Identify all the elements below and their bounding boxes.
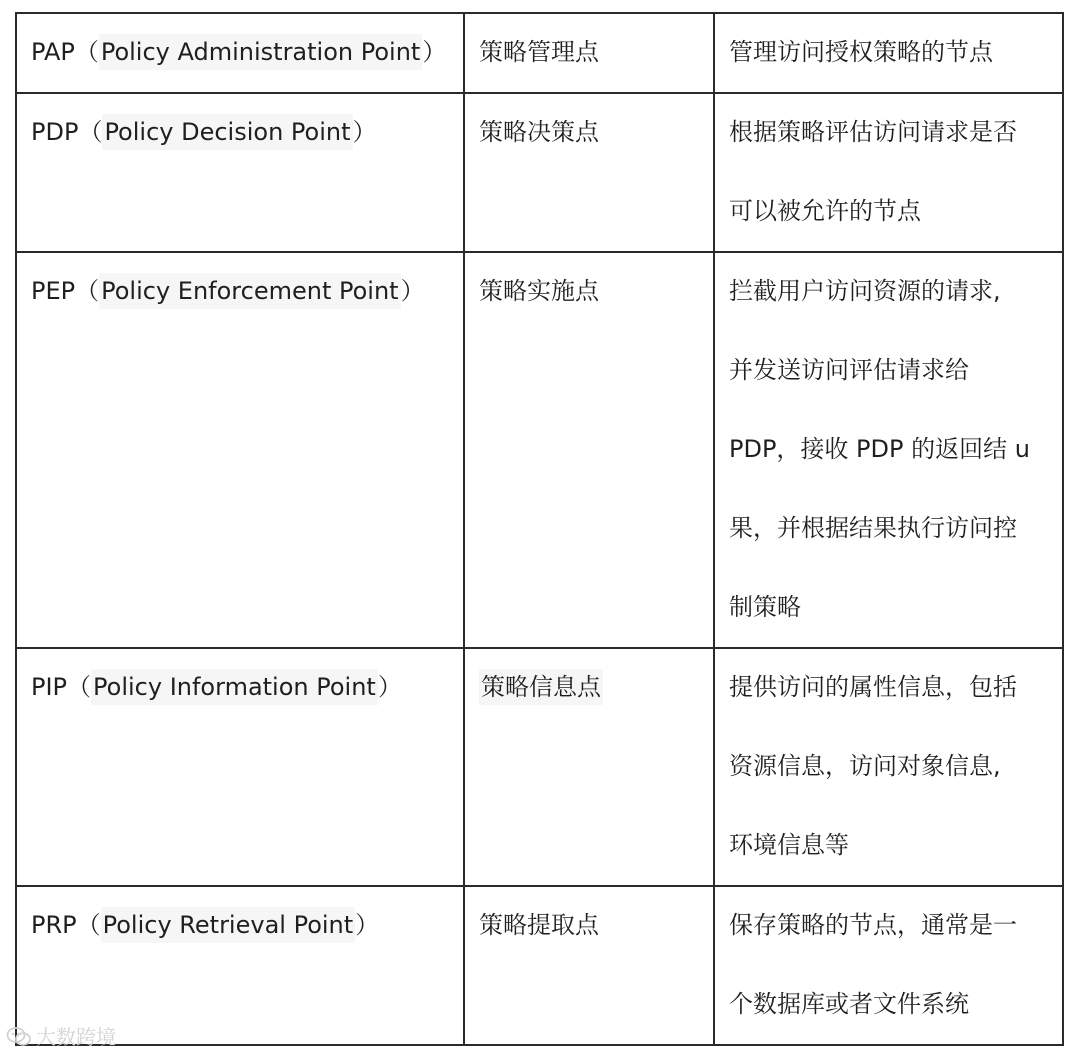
term-cell [16,252,464,648]
open-paren: （ [76,911,101,939]
description-line: 环境信息等 [729,831,849,859]
description-cell [714,252,1063,648]
term-abbr: PEP [31,277,76,305]
description-cell [714,648,1063,886]
term-full-name: Policy Enforcement Point [99,273,400,309]
chinese-name-cell [464,13,714,93]
description-line: 根据策略评估访问请求是否 [729,118,1017,146]
description-line: 提供访问的属性信息，包括 [729,673,1017,701]
description-line: 管理访问授权策略的节点 [729,38,993,66]
description-line: 保存策略的节点，通常是一 [729,911,1017,939]
table-row [16,13,1063,93]
description-cell [714,93,1063,252]
chinese-name-cell [464,93,714,252]
table-row [16,886,1063,1045]
open-paren: （ [78,118,103,146]
term-abbr: PIP [31,673,68,701]
watermark-text: 大数跨境 [36,1025,116,1049]
description-cell [714,886,1063,1045]
table-row [16,252,1063,648]
chinese-name: 策略决策点 [479,118,599,146]
term-full-name: Policy Information Point [91,669,378,705]
close-paren: ） [355,911,380,939]
close-paren: ） [422,38,447,66]
term-full-name: Policy Retrieval Point [101,907,356,943]
description-line: 个数据库或者文件系统 [729,990,969,1018]
chinese-name-cell [464,252,714,648]
chinese-name: 策略管理点 [479,38,599,66]
open-paren: （ [74,38,99,66]
term-abbr: PAP [31,38,75,66]
wechat-bubble-icon [6,1026,32,1048]
chinese-name-cell [464,886,714,1045]
open-paren: （ [75,277,100,305]
watermark [6,1022,116,1052]
description-line: 并发送访问评估请求给 [729,356,969,384]
open-paren: （ [67,673,92,701]
term-cell [16,93,464,252]
chinese-name-cell [464,648,714,886]
chinese-name: 策略信息点 [479,669,603,705]
description-line: PDP，接收 PDP 的返回结 u [729,435,1030,463]
close-paren: ） [400,277,425,305]
description-line: 果，并根据结果执行访问控 [729,514,1017,542]
close-paren: ） [352,118,377,146]
policy-points-table [15,12,1064,1046]
term-cell [16,13,464,93]
description-line: 可以被允许的节点 [729,197,921,225]
description-cell [714,13,1063,93]
term-abbr: PDP [31,118,79,146]
description-line: 资源信息，访问对象信息, [729,752,1001,780]
chinese-name: 策略提取点 [479,911,599,939]
table-row [16,93,1063,252]
term-full-name: Policy Administration Point [99,34,423,70]
term-full-name: Policy Decision Point [102,114,352,150]
table-row [16,648,1063,886]
description-line: 拦截用户访问资源的请求, [729,277,1001,305]
term-cell [16,648,464,886]
chinese-name: 策略实施点 [479,277,599,305]
term-abbr: PRP [31,911,77,939]
description-line: 制策略 [729,593,801,621]
close-paren: ） [377,673,402,701]
